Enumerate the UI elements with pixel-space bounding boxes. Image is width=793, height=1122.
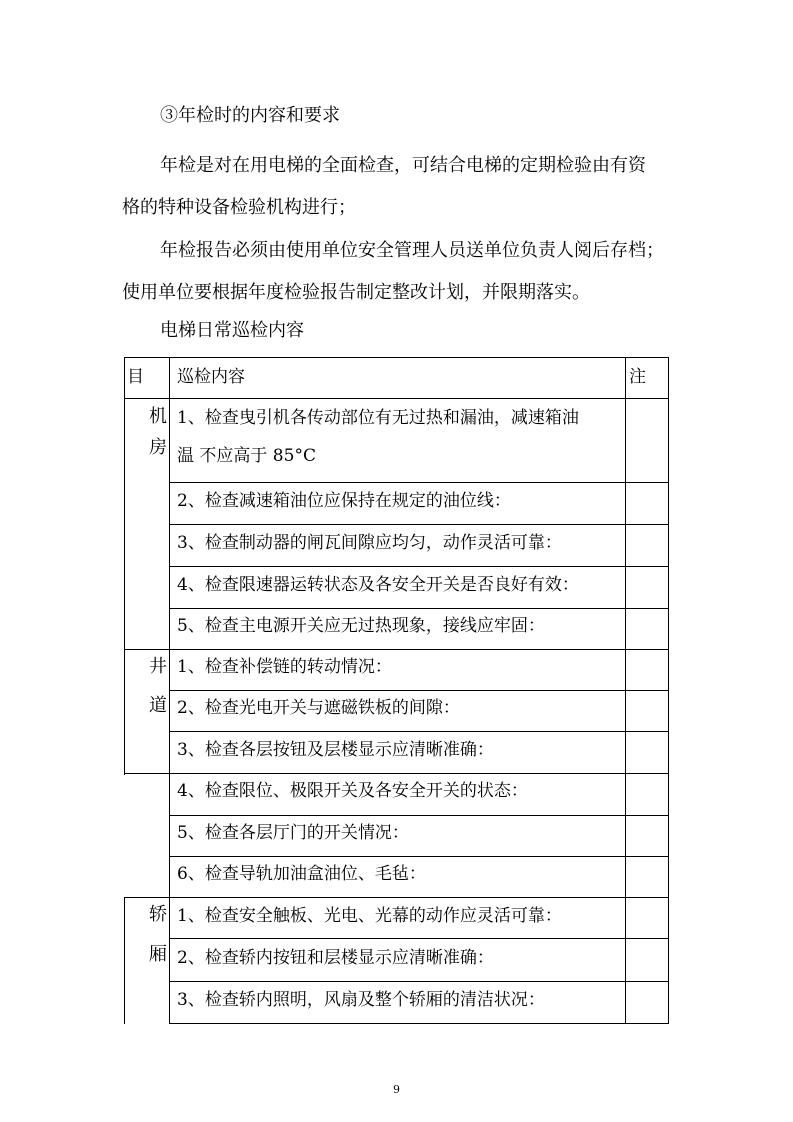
row-divider <box>169 482 669 483</box>
paragraph-1-line-2: 格的特种设备检验机构进行； <box>122 197 356 218</box>
section-divider <box>124 773 669 774</box>
row-divider <box>169 524 669 525</box>
table-row-text: 1、检查安全触板、光电、光幕的动作应灵活可靠： <box>177 906 562 926</box>
table-row-text: 2、检查光电开关与遮磁铁板的间隙： <box>177 698 460 718</box>
table-border-bottom <box>169 1023 669 1024</box>
row-divider <box>169 608 669 609</box>
row-divider <box>169 731 669 732</box>
section-label-char: 道 <box>149 695 167 716</box>
table-row-text: 1、检查曳引机各传动部位有无过热和漏油，减速箱油 <box>177 408 579 428</box>
section-label-char: 厢 <box>149 944 167 965</box>
table-row-text: 3、检查制动器的闸瓦间隙应均匀，动作灵活可靠： <box>177 533 562 553</box>
row-divider <box>169 566 669 567</box>
table-border-top <box>124 357 669 358</box>
section-divider <box>124 649 669 650</box>
table-row-text: 1、检查补偿链的转动情况： <box>177 657 392 677</box>
section-label-char: 轿 <box>149 904 167 925</box>
section-divider <box>124 897 669 898</box>
table-border-left <box>124 357 125 775</box>
table-row-text: 2、检查减速箱油位应保持在规定的油位线： <box>177 491 511 511</box>
row-divider <box>169 815 669 816</box>
table-row-text: 4、检查限速器运转状态及各安全开关是否良好有效： <box>177 575 579 595</box>
table-row-text: 5、检查主电源开关应无过热现象，接线应牢固： <box>177 616 545 636</box>
header-content: 巡检内容 <box>177 367 245 387</box>
table-border-right <box>668 357 669 1024</box>
row-divider <box>169 938 669 939</box>
paragraph-2-line-2: 使用单位要根据年度检验报告制定整改计划，并限期落实。 <box>122 282 590 303</box>
column-divider <box>169 357 170 1024</box>
table-header-divider <box>124 398 669 399</box>
section-label-char: 机 <box>149 406 167 427</box>
section-label-char: 井 <box>149 656 167 677</box>
table-row-text: 4、检查限位、极限开关及各安全开关的状态： <box>177 781 528 801</box>
header-note: 注 <box>629 367 646 387</box>
table-row-text: 3、检查各层按钮及层楼显示应清晰准确： <box>177 740 494 760</box>
table-row-text: 3、检查轿内照明，风扇及整个轿厢的清洁状况： <box>177 990 545 1010</box>
header-item: 目 <box>127 367 144 387</box>
table-row-text: 6、检查导轨加油盒油位、毛毡： <box>177 864 426 884</box>
table-border-left <box>124 897 125 1024</box>
column-divider <box>625 357 626 1024</box>
table-row-text: 2、检查轿内按钮和层楼显示应清晰准确： <box>177 948 494 968</box>
row-divider <box>169 981 669 982</box>
table-row-text: 温 不应高于 85°C <box>177 446 316 466</box>
page-number: 9 <box>393 1083 400 1096</box>
paragraph-1-line-1: 年检是对在用电梯的全面检查，可结合电梯的定期检验由有资 <box>160 155 646 176</box>
section-heading: ③年检时的内容和要求 <box>160 105 340 126</box>
section-label-char: 房 <box>149 437 167 458</box>
table-row-text: 5、检查各层厅门的开关情况： <box>177 823 409 843</box>
table-caption: 电梯日常巡检内容 <box>160 320 304 341</box>
row-divider <box>169 856 669 857</box>
row-divider <box>169 690 669 691</box>
paragraph-2-line-1: 年检报告必须由使用单位安全管理人员送单位负责人阅后存档； <box>160 240 664 261</box>
